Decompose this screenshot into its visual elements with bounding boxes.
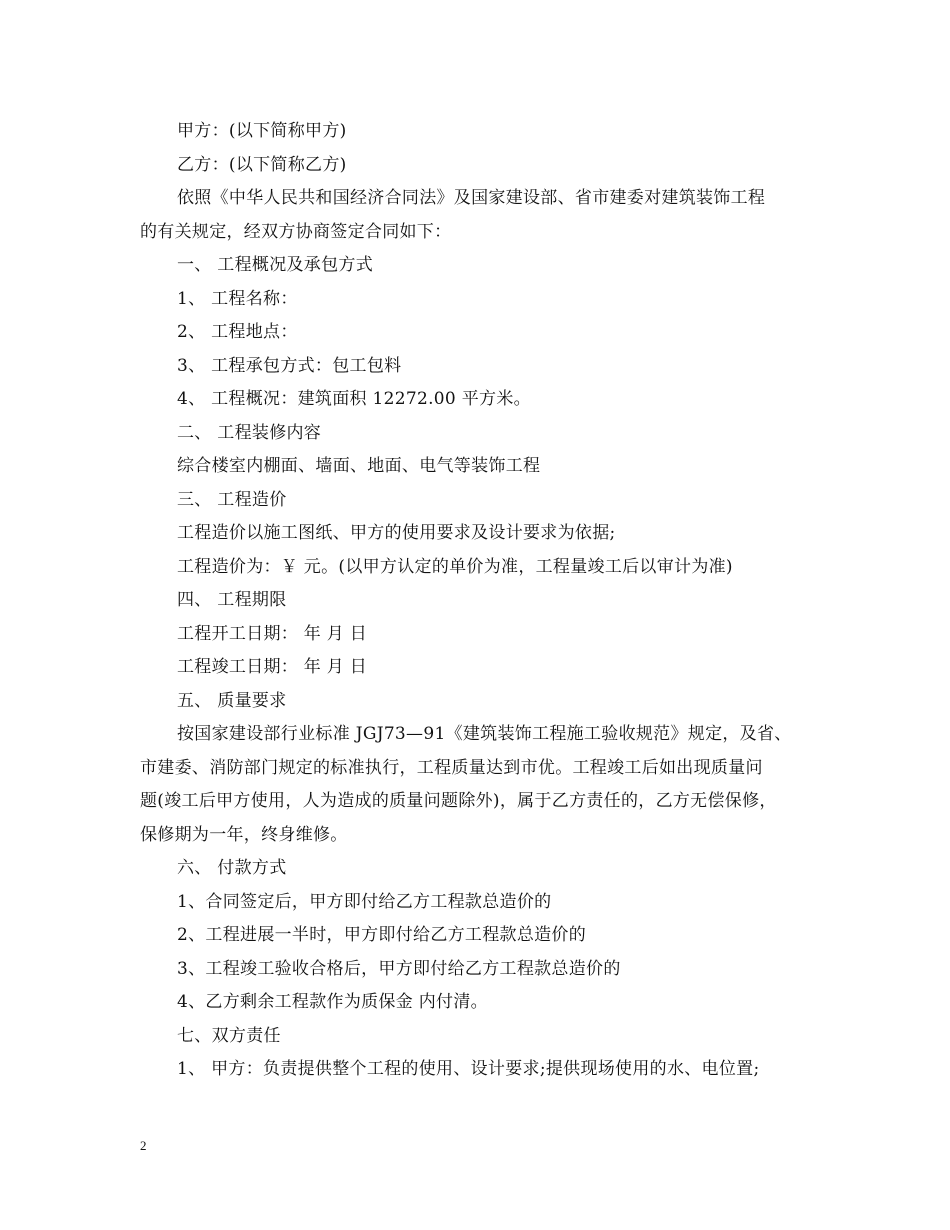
section-2-content: 综合楼室内棚面、墙面、地面、电气等装饰工程 [177,456,541,476]
section-5-paragraph-line-2: 市建委、消防部门规定的标准执行，工程质量达到市优。工程竣工后如出现质量问 [140,757,763,778]
section-3-heading: 三、 工程造价 [177,489,287,510]
party-a-line: 甲方：(以下简称甲方) [177,121,347,141]
section-5-paragraph-line-4: 保修期为一年，终身维修。 [140,824,348,845]
section-1-item-4: 4、 工程概况：建筑面积 12272.00 平方米。 [177,389,531,409]
section-6-item-4: 4、乙方剩余工程款作为质保金 内付清。 [177,992,488,1012]
section-7-heading: 七、双方责任 [177,1025,281,1046]
document-body [140,115,820,1087]
section-3-price: 工程造价为：￥ 元。(以甲方认定的单价为准，工程量竣工后以审计为准) [177,556,733,577]
section-2-heading: 二、 工程装修内容 [177,422,322,443]
section-1-item-3: 3、 工程承包方式：包工包料 [177,355,402,376]
section-1-item-2: 2、 工程地点： [177,322,298,342]
section-1-heading: 一、 工程概况及承包方式 [177,255,374,275]
preamble-line-2: 的有关规定，经双方协商签定合同如下： [140,221,452,242]
section-7-item-1: 1、 甲方：负责提供整个工程的使用、设计要求;提供现场使用的水、电位置; [177,1059,760,1079]
section-4-heading: 四、 工程期限 [177,590,287,610]
section-4-end-date: 工程竣工日期： 年 月 日 [177,657,368,677]
section-5-heading: 五、 质量要求 [177,690,287,711]
section-6-item-1: 1、合同签定后，甲方即付给乙方工程款总造价的 [177,891,552,912]
page-number: 2 [140,1138,147,1153]
section-6-item-2: 2、工程进展一半时，甲方即付给乙方工程款总造价的 [177,925,587,945]
section-3-basis: 工程造价以施工图纸、甲方的使用要求及设计要求为依据; [177,523,616,543]
section-6-heading: 六、 付款方式 [177,858,287,878]
section-5-paragraph-line-3: 题(竣工后甲方使用，人为造成的质量问题除外)，属于乙方责任的，乙方无偿保修， [140,791,777,811]
section-5-paragraph-line-1: 按国家建设部行业标准 JGJ73—91《建筑装饰工程施工验收规范》规定，及省、 [177,724,792,744]
section-1-item-1: 1、 工程名称： [177,288,298,309]
section-6-item-3: 3、工程竣工验收合格后，甲方即付给乙方工程款总造价的 [177,958,621,979]
preamble-line-1: 依照《中华人民共和国经济合同法》及国家建设部、省市建委对建筑装饰工程 [177,188,766,208]
section-4-start-date: 工程开工日期： 年 月 日 [177,623,368,644]
party-b-line: 乙方：(以下简称乙方) [177,154,347,175]
